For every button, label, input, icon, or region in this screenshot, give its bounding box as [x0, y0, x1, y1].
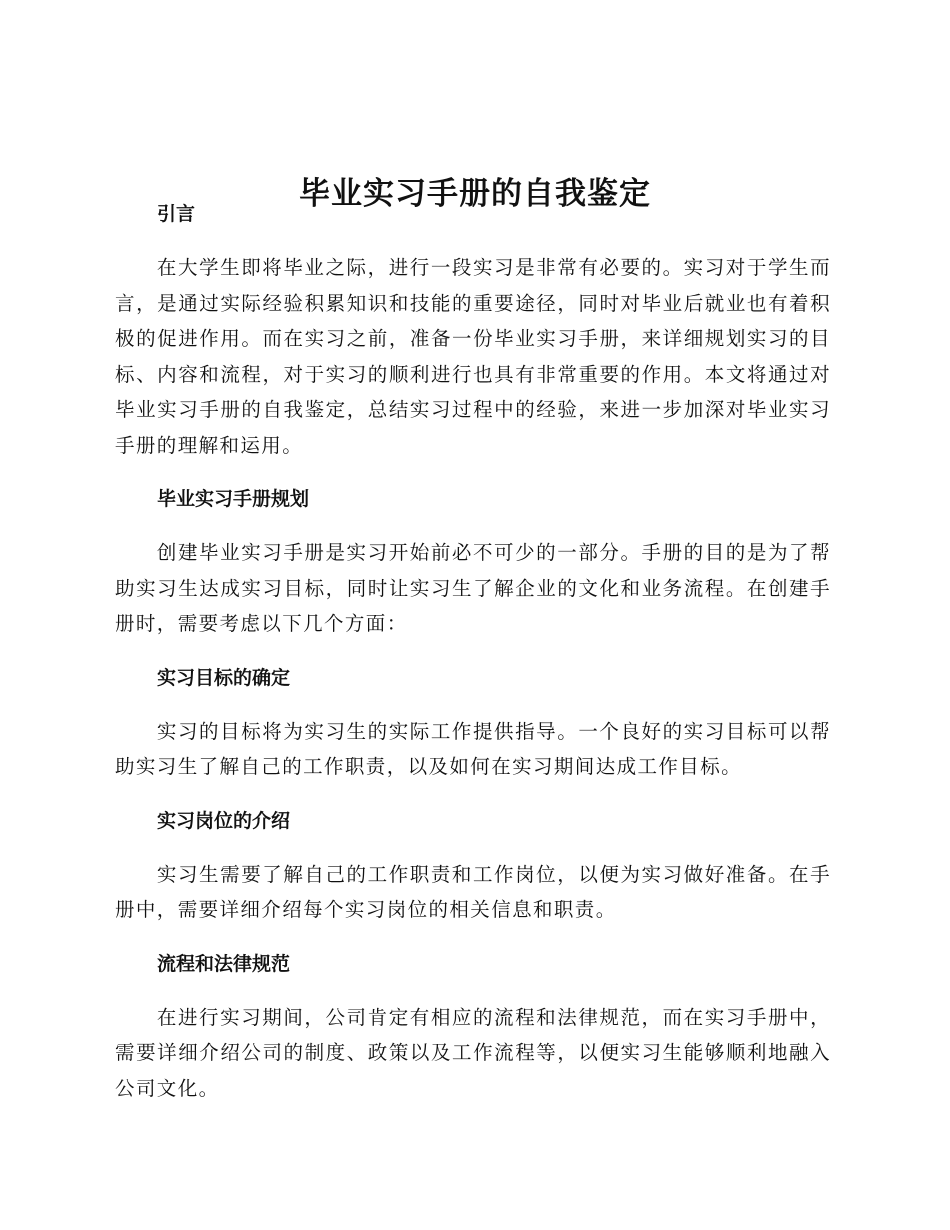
section-paragraph: 实习的目标将为实习生的实际工作提供指导。一个良好的实习目标可以帮助实习生了解自己的工作职责，以及如何在实习期间达成工作目标。 [115, 719, 831, 778]
document-body [115, 196, 831, 1106]
section-heading: 实习岗位的介绍 [157, 809, 291, 832]
section-process-regulations [115, 946, 831, 1107]
section-paragraph: 创建毕业实习手册是实习开始前必不可少的一部分。手册的目的是为了帮助实习生达成实习目标，同时让实习生了解企业的文化和业务流程。在创建手册时，需要考虑以下几个方面： [115, 541, 831, 635]
section-heading: 引言 [157, 203, 196, 225]
section-heading: 流程和法律规范 [157, 952, 291, 975]
section-handbook-planning [115, 481, 831, 642]
section-paragraph: 在进行实习期间，公司肯定有相应的流程和法律规范，而在实习手册中，需要详细介绍公司的制度、政策以及工作流程等，以便实习生能够顺利地融入公司文化。 [115, 1005, 831, 1100]
section-paragraph: 在大学生即将毕业之际，进行一段实习是非常有必要的。实习对于学生而言，是通过实际经验积累知识和技能的重要途径，同时对毕业后就业也有着积极的促进作用。而在实习之前，准备一份毕业实习手册，来详细规划实习的目标、内容和流程，对于实习的顺利进行也具有非常重要的作用。本文将通过对毕业实习手册的自我鉴定，总结实习过程中的经验，来进一步加深对毕业实习手册的理解和运用。 [115, 256, 831, 457]
section-heading: 毕业实习手册规划 [157, 488, 310, 510]
section-heading: 实习目标的确定 [157, 666, 291, 689]
section-introduction [115, 196, 831, 463]
section-position-introduction [115, 803, 831, 928]
section-paragraph: 实习生需要了解自己的工作职责和工作岗位，以便为实习做好准备。在手册中，需要详细介绍每个实习岗位的相关信息和职责。 [115, 862, 831, 921]
section-internship-goals [115, 660, 831, 785]
document-title: 毕业实习手册的自我鉴定 [299, 175, 651, 212]
